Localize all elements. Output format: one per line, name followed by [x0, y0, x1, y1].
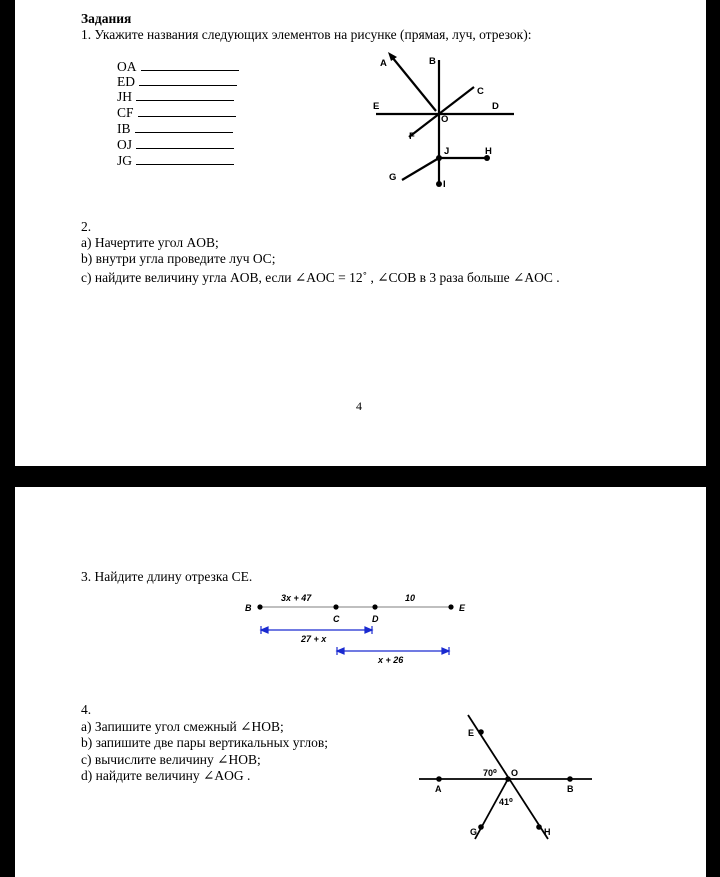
label-E: E [468, 728, 475, 738]
label-10: 10 [405, 593, 416, 603]
list-item: CF [117, 106, 236, 120]
task4-part-a: a) Запишите угол смежный ∠HOB; [81, 719, 284, 734]
figure-1-geometry [15, 0, 706, 200]
ray-OG [475, 779, 508, 839]
task2-part-c: c) найдите величину угла AOB, если ∠AOC = 12˚ , ∠COB в 3 раза больше ∠AOC . [81, 270, 560, 285]
ray-JG [402, 158, 439, 180]
label-J: J [444, 146, 450, 157]
task4-part-c: c) вычислите величину ∠HOB; [81, 752, 261, 767]
label-H: H [544, 827, 551, 837]
list-item: IB [117, 122, 233, 136]
label-F: F [409, 131, 415, 142]
point-I [436, 181, 442, 187]
label-B: B [245, 603, 252, 613]
point-B [567, 776, 573, 782]
list-item: OA [117, 60, 239, 74]
point-O [505, 776, 511, 782]
point-A [436, 776, 442, 782]
list-item: JH [117, 90, 234, 104]
label-G: G [389, 172, 397, 183]
label-B: B [429, 56, 436, 67]
label-B: B [567, 784, 574, 794]
point-J [436, 155, 442, 161]
task4-number: 4. [81, 702, 92, 717]
page-number: 4 [356, 399, 362, 413]
label-H: H [485, 146, 492, 157]
line-CF [409, 87, 474, 137]
label-x-26: x + 26 [378, 655, 404, 665]
arrow-A-icon [388, 52, 397, 61]
label-27-x: 27 + x [301, 634, 327, 644]
document-page-2 [15, 487, 706, 877]
label-G: G [470, 827, 478, 837]
task4-part-b: b) запишите две пары вертикальных углов; [81, 735, 329, 750]
task3-text: 3. Найдите длину отрезка CE. [81, 569, 253, 584]
task2-part-a: a) Начертите угол AOB; [81, 235, 219, 250]
task2-part-b: b) внутри угла проведите луч OC; [81, 251, 276, 266]
list-item: JG [117, 154, 234, 168]
list-item: ED [117, 75, 237, 89]
figure-4-angles [15, 487, 706, 877]
label-A: A [380, 58, 387, 69]
point-G [478, 824, 484, 830]
label-D: D [372, 614, 379, 624]
point-H [536, 824, 542, 830]
label-O: O [511, 768, 519, 778]
task2-number: 2. [81, 219, 92, 234]
task1-text: 1. Укажите названия следующих элементов на рисунке (прямая, луч, отрезок): [81, 27, 532, 42]
document-page-1 [15, 0, 706, 466]
label-3x-47: 3x + 47 [281, 593, 312, 603]
label-A: A [435, 784, 442, 794]
label-I: I [443, 179, 446, 190]
label-E: E [373, 101, 380, 112]
task4-part-d: d) найдите величину ∠AOG . [81, 768, 251, 783]
label-O: O [441, 114, 449, 125]
label-C: C [333, 614, 340, 624]
list-item: OJ [117, 138, 234, 152]
point-E [478, 729, 484, 735]
angle-label-70: 70⁰ [483, 768, 497, 778]
heading: Задания [81, 11, 132, 26]
label-E: E [459, 603, 466, 613]
label-D: D [492, 101, 499, 112]
label-C: C [477, 86, 484, 97]
angle-label-41: 41⁰ [499, 797, 513, 807]
